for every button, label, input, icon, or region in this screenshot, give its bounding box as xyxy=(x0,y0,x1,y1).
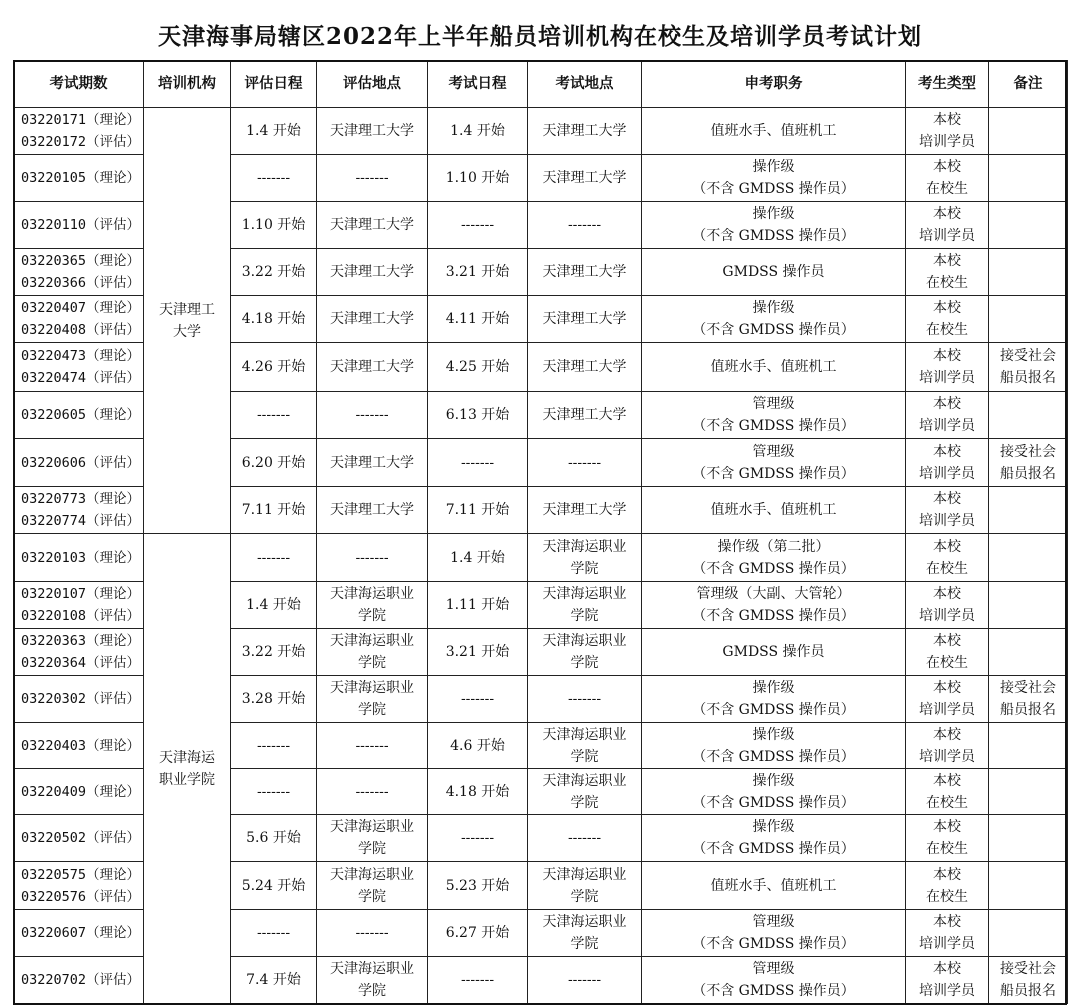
cell-eval-date: 3.28 开始 xyxy=(231,676,317,723)
cell-eval-place: 天津理工大学 xyxy=(317,108,428,155)
cell-eval-date: ------- xyxy=(231,910,317,957)
cell-period: 03220107（理论） 03220108（评估） xyxy=(14,582,144,629)
cell-note xyxy=(989,202,1068,249)
table-row xyxy=(14,534,1068,582)
cell-exam-place: ------- xyxy=(528,957,642,1004)
cell-eval-place: 天津海运职业 学院 xyxy=(317,957,428,1004)
cell-note xyxy=(989,629,1068,676)
cell-note xyxy=(989,815,1068,862)
cell-position: 操作级 （不含 GMDSS 操作员） xyxy=(642,723,906,769)
cell-period: 03220607（理论） xyxy=(14,910,144,957)
cell-note: 接受社会 船员报名 xyxy=(989,343,1068,392)
cell-exam-place: ------- xyxy=(528,815,642,862)
cell-exam-date: 1.10 开始 xyxy=(428,155,528,202)
cell-position: GMDSS 操作员 xyxy=(642,249,906,296)
cell-type: 本校 培训学员 xyxy=(906,676,989,723)
header-cell: 申考职务 xyxy=(642,61,906,108)
cell-position: 管理级 （不含 GMDSS 操作员） xyxy=(642,910,906,957)
cell-eval-place: ------- xyxy=(317,769,428,815)
cell-position: 值班水手、值班机工 xyxy=(642,487,906,534)
cell-eval-place: 天津海运职业 学院 xyxy=(317,582,428,629)
cell-exam-place: 天津理工大学 xyxy=(528,343,642,392)
cell-eval-place: ------- xyxy=(317,534,428,582)
cell-position: GMDSS 操作员 xyxy=(642,629,906,676)
cell-type: 本校 培训学员 xyxy=(906,957,989,1004)
table-header-row xyxy=(14,61,1068,108)
cell-exam-date: ------- xyxy=(428,676,528,723)
cell-position: 管理级 （不含 GMDSS 操作员） xyxy=(642,957,906,1004)
cell-exam-place: 天津理工大学 xyxy=(528,392,642,439)
cell-eval-place: 天津理工大学 xyxy=(317,343,428,392)
cell-position: 管理级 （不含 GMDSS 操作员） xyxy=(642,392,906,439)
header-cell: 考试地点 xyxy=(528,61,642,108)
cell-eval-place: 天津海运职业 学院 xyxy=(317,862,428,910)
cell-period: 03220403（理论） xyxy=(14,723,144,769)
cell-exam-date: 6.27 开始 xyxy=(428,910,528,957)
cell-note xyxy=(989,582,1068,629)
header-cell: 备注 xyxy=(989,61,1068,108)
cell-exam-date: 1.4 开始 xyxy=(428,534,528,582)
cell-period: 03220407（理论） 03220408（评估） xyxy=(14,296,144,343)
cell-exam-date: 4.18 开始 xyxy=(428,769,528,815)
cell-eval-date: 5.24 开始 xyxy=(231,862,317,910)
cell-eval-date: 3.22 开始 xyxy=(231,629,317,676)
cell-eval-date: 7.11 开始 xyxy=(231,487,317,534)
cell-eval-place: 天津海运职业 学院 xyxy=(317,676,428,723)
cell-eval-date: 3.22 开始 xyxy=(231,249,317,296)
cell-position: 操作级（第二批） （不含 GMDSS 操作员） xyxy=(642,534,906,582)
cell-exam-place: 天津海运职业 学院 xyxy=(528,534,642,582)
cell-exam-date: 4.25 开始 xyxy=(428,343,528,392)
page-title: 天津海事局辖区2022年上半年船员培训机构在校生及培训学员考试计划 xyxy=(157,23,922,50)
cell-eval-place: 天津理工大学 xyxy=(317,487,428,534)
cell-note xyxy=(989,249,1068,296)
cell-exam-date: 1.11 开始 xyxy=(428,582,528,629)
cell-exam-date: ------- xyxy=(428,815,528,862)
cell-period: 03220302（评估） xyxy=(14,676,144,723)
cell-period: 03220473（理论） 03220474（评估） xyxy=(14,343,144,392)
cell-exam-place: 天津理工大学 xyxy=(528,155,642,202)
cell-note xyxy=(989,392,1068,439)
cell-position: 值班水手、值班机工 xyxy=(642,862,906,910)
cell-note xyxy=(989,862,1068,910)
cell-exam-date: 5.23 开始 xyxy=(428,862,528,910)
cell-note xyxy=(989,910,1068,957)
cell-note xyxy=(989,487,1068,534)
cell-exam-place: 天津理工大学 xyxy=(528,296,642,343)
cell-eval-date: ------- xyxy=(231,155,317,202)
cell-exam-date: ------- xyxy=(428,439,528,487)
cell-eval-date: ------- xyxy=(231,723,317,769)
cell-exam-place: 天津海运职业 学院 xyxy=(528,910,642,957)
cell-eval-date: 6.20 开始 xyxy=(231,439,317,487)
cell-eval-date: 1.4 开始 xyxy=(231,108,317,155)
cell-exam-date: 3.21 开始 xyxy=(428,629,528,676)
cell-exam-date: ------- xyxy=(428,957,528,1004)
cell-eval-date: 1.4 开始 xyxy=(231,582,317,629)
cell-period: 03220502（评估） xyxy=(14,815,144,862)
cell-note xyxy=(989,723,1068,769)
cell-note xyxy=(989,534,1068,582)
cell-period: 03220365（理论） 03220366（评估） xyxy=(14,249,144,296)
cell-position: 操作级 （不含 GMDSS 操作员） xyxy=(642,815,906,862)
cell-type: 本校 在校生 xyxy=(906,296,989,343)
cell-eval-place: ------- xyxy=(317,910,428,957)
cell-type: 本校 培训学员 xyxy=(906,487,989,534)
cell-eval-place: 天津理工大学 xyxy=(317,296,428,343)
cell-exam-place: 天津海运职业 学院 xyxy=(528,723,642,769)
exam-schedule-table xyxy=(13,60,1068,1004)
cell-position: 操作级 （不含 GMDSS 操作员） xyxy=(642,155,906,202)
cell-exam-date: 3.21 开始 xyxy=(428,249,528,296)
cell-position: 操作级 （不含 GMDSS 操作员） xyxy=(642,296,906,343)
cell-period: 03220105（理论） xyxy=(14,155,144,202)
cell-type: 本校 在校生 xyxy=(906,769,989,815)
cell-type: 本校 培训学员 xyxy=(906,202,989,249)
cell-exam-place: 天津海运职业 学院 xyxy=(528,582,642,629)
cell-eval-place: 天津海运职业 学院 xyxy=(317,815,428,862)
cell-note xyxy=(989,296,1068,343)
cell-type: 本校 培训学员 xyxy=(906,108,989,155)
cell-exam-date: 4.6 开始 xyxy=(428,723,528,769)
cell-eval-date: 1.10 开始 xyxy=(231,202,317,249)
cell-eval-date: ------- xyxy=(231,392,317,439)
header-cell: 评估日程 xyxy=(231,61,317,108)
cell-exam-place: 天津海运职业 学院 xyxy=(528,862,642,910)
cell-exam-place: 天津理工大学 xyxy=(528,108,642,155)
cell-type: 本校 在校生 xyxy=(906,249,989,296)
cell-type: 本校 在校生 xyxy=(906,534,989,582)
cell-position: 值班水手、值班机工 xyxy=(642,343,906,392)
cell-type: 本校 培训学员 xyxy=(906,910,989,957)
cell-position: 操作级 （不含 GMDSS 操作员） xyxy=(642,676,906,723)
cell-note: 接受社会 船员报名 xyxy=(989,439,1068,487)
cell-type: 本校 在校生 xyxy=(906,815,989,862)
cell-eval-date: 5.6 开始 xyxy=(231,815,317,862)
cell-note: 接受社会 船员报名 xyxy=(989,957,1068,1004)
table-body xyxy=(14,108,1068,1004)
cell-eval-place: 天津理工大学 xyxy=(317,249,428,296)
cell-note xyxy=(989,108,1068,155)
cell-period: 03220171（理论） 03220172（评估） xyxy=(14,108,144,155)
cell-exam-place: ------- xyxy=(528,439,642,487)
cell-exam-date: 1.4 开始 xyxy=(428,108,528,155)
cell-type: 本校 在校生 xyxy=(906,862,989,910)
cell-type: 本校 培训学员 xyxy=(906,343,989,392)
cell-exam-place: ------- xyxy=(528,202,642,249)
cell-period: 03220409（理论） xyxy=(14,769,144,815)
cell-note xyxy=(989,769,1068,815)
cell-exam-place: 天津海运职业 学院 xyxy=(528,629,642,676)
cell-position: 操作级 （不含 GMDSS 操作员） xyxy=(642,202,906,249)
cell-period: 03220110（评估） xyxy=(14,202,144,249)
cell-period: 03220606（评估） xyxy=(14,439,144,487)
cell-note: 接受社会 船员报名 xyxy=(989,676,1068,723)
cell-position: 操作级 （不含 GMDSS 操作员） xyxy=(642,769,906,815)
table-row xyxy=(14,108,1068,155)
cell-position: 管理级 （不含 GMDSS 操作员） xyxy=(642,439,906,487)
cell-eval-place: 天津理工大学 xyxy=(317,202,428,249)
cell-exam-place: ------- xyxy=(528,676,642,723)
cell-training-org: 天津海运 职业学院 xyxy=(144,534,231,1004)
cell-eval-place: ------- xyxy=(317,155,428,202)
header-cell: 考试日程 xyxy=(428,61,528,108)
cell-period: 03220575（理论） 03220576（评估） xyxy=(14,862,144,910)
cell-type: 本校 培训学员 xyxy=(906,392,989,439)
cell-eval-place: ------- xyxy=(317,723,428,769)
cell-type: 本校 在校生 xyxy=(906,155,989,202)
cell-eval-date: ------- xyxy=(231,769,317,815)
cell-exam-place: 天津理工大学 xyxy=(528,249,642,296)
cell-exam-date: ------- xyxy=(428,202,528,249)
cell-type: 本校 培训学员 xyxy=(906,723,989,769)
header-cell: 考生类型 xyxy=(906,61,989,108)
cell-eval-place: 天津理工大学 xyxy=(317,439,428,487)
cell-period: 03220363（理论） 03220364（评估） xyxy=(14,629,144,676)
cell-eval-date: 4.26 开始 xyxy=(231,343,317,392)
header-cell: 考试期数 xyxy=(14,61,144,108)
header-cell: 评估地点 xyxy=(317,61,428,108)
cell-exam-date: 6.13 开始 xyxy=(428,392,528,439)
cell-position: 值班水手、值班机工 xyxy=(642,108,906,155)
cell-period: 03220103（理论） xyxy=(14,534,144,582)
cell-eval-date: 4.18 开始 xyxy=(231,296,317,343)
cell-position: 管理级（大副、大管轮） （不含 GMDSS 操作员） xyxy=(642,582,906,629)
cell-type: 本校 在校生 xyxy=(906,629,989,676)
header-cell: 培训机构 xyxy=(144,61,231,108)
cell-eval-date: 7.4 开始 xyxy=(231,957,317,1004)
cell-note xyxy=(989,155,1068,202)
cell-eval-place: ------- xyxy=(317,392,428,439)
cell-period: 03220702（评估） xyxy=(14,957,144,1004)
cell-exam-place: 天津理工大学 xyxy=(528,487,642,534)
cell-eval-date: ------- xyxy=(231,534,317,582)
cell-training-org: 天津理工 大学 xyxy=(144,108,231,534)
cell-type: 本校 培训学员 xyxy=(906,439,989,487)
cell-exam-date: 4.11 开始 xyxy=(428,296,528,343)
cell-period: 03220605（理论） xyxy=(14,392,144,439)
cell-period: 03220773（理论） 03220774（评估） xyxy=(14,487,144,534)
cell-eval-place: 天津海运职业 学院 xyxy=(317,629,428,676)
cell-type: 本校 培训学员 xyxy=(906,582,989,629)
cell-exam-place: 天津海运职业 学院 xyxy=(528,769,642,815)
cell-exam-date: 7.11 开始 xyxy=(428,487,528,534)
